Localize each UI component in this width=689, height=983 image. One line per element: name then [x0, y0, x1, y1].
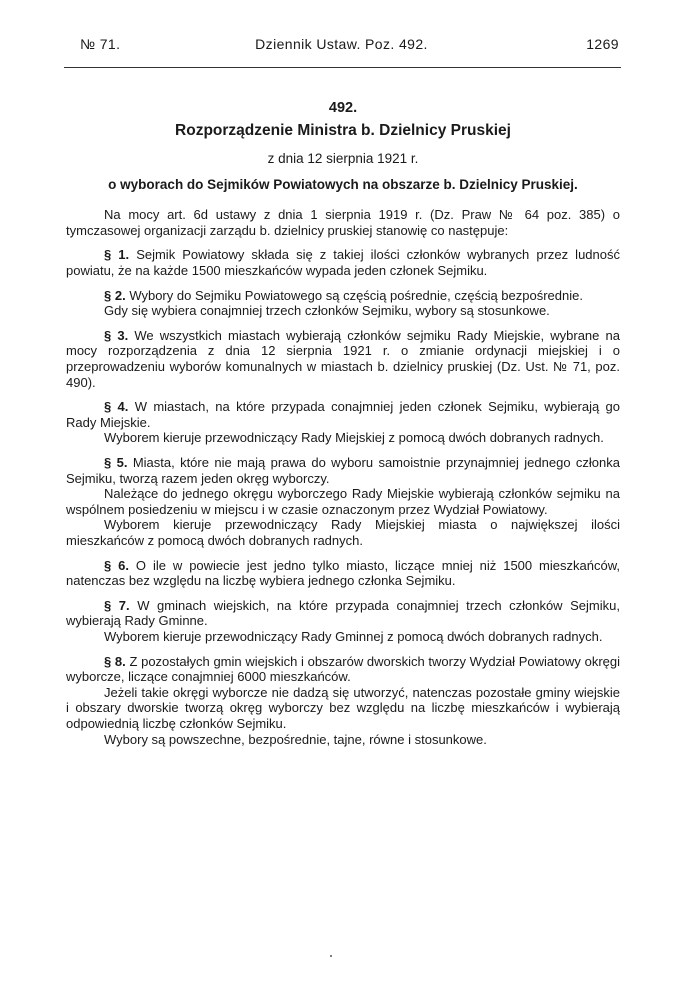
section-8-paragraph: [66, 685, 620, 732]
document-title: Rozporządzenie Ministra b. Dzielnicy Pruskiej: [175, 121, 511, 139]
document-body: [66, 101, 620, 747]
section-1: [66, 247, 620, 278]
section-5: [66, 455, 620, 486]
section-text: O ile w powiecie jest jedno tylko miasto, liczące mniej niż 1500 mieszkańców, natenczas bez względu na liczbę wybiera jednego członka Sejmiku.: [66, 557, 620, 589]
section-2-paragraph: [66, 303, 620, 319]
section-5-paragraph: [66, 486, 620, 517]
header-rule: [64, 67, 621, 68]
journal-title: Dziennik Ustaw. Poz. 492.: [255, 36, 428, 52]
document-subject: o wyborach do Sejmików Powiatowych na obszarze b. Dzielnicy Pruskiej.: [108, 176, 578, 192]
section-text: Sejmik Powiatowy składa się z takiej ilości członków wybranych przez ludność powiatu, że na każde 1500 mieszkańców wypada jeden członek Sejmiku.: [66, 247, 620, 279]
section-symbol: § 6.: [104, 557, 129, 573]
paragraph-text: Wyborem kieruje przewodniczący Rady Miejskiej z pomocą dwóch dobranych radnych.: [104, 430, 604, 446]
paragraph-text: Należące do jednego okręgu wyborczego Rady Miejskie wybierają członków sejmiku na wspólnem posiedzeniu w miejscu i w czasie oznaczonym przez Wydział Powiatowy.: [66, 486, 620, 517]
section-text: W gminach wiejskich, na które przypada conajmniej trzech członków Sejmiku, wybierają Rady Gminne.: [66, 597, 620, 629]
section-symbol: § 5.: [104, 455, 128, 470]
paragraph-text: Wyborem kieruje przewodniczący Rady Gminnej z pomocą dwóch dobranych radnych.: [104, 628, 603, 644]
preamble-text: Na mocy art. 6d ustawy z dnia 1 sierpnia 1919 r. (Dz. Praw № 64 poz. 385) o tymczasowej organizacji zarządu b. dzielnicy pruskiej stanowię co następuje:: [66, 207, 620, 238]
section-text: W miastach, na które przypada conajmniej jeden członek Sejmiku, wybierają go Rady Miejskie.: [66, 399, 620, 430]
section-symbol: § 8.: [104, 653, 126, 669]
section-text: Wybory do Sejmiku Powiatowego są częścią pośrednie, częścią bezpośrednie.: [129, 287, 583, 303]
section-symbol: § 4.: [104, 399, 129, 415]
section-symbol: § 2.: [104, 287, 126, 303]
paragraph-text: Wybory są powszechne, bezpośrednie, tajne, równe i stosunkowe.: [104, 731, 487, 747]
section-4-paragraph: [66, 430, 620, 446]
section-symbol: § 7.: [104, 597, 130, 613]
section-text: Miasta, które nie mają prawa do wyboru samoistnie przynajmniej jednego członka Sejmiku, tworzą razem jeden okręg wyborczy.: [66, 455, 620, 486]
print-speck: [330, 955, 332, 957]
paragraph-text: Gdy się wybiera conajmniej trzech członków Sejmiku, wybory są stosunkowe.: [104, 303, 550, 319]
page-number: 1269: [586, 36, 619, 52]
running-header: [64, 36, 619, 56]
preamble: [66, 207, 620, 238]
section-symbol: § 3.: [104, 327, 129, 343]
section-symbol: § 1.: [104, 247, 130, 263]
section-7-paragraph: [66, 629, 620, 645]
section-3: [66, 328, 620, 390]
document-date: z dnia 12 sierpnia 1921 r.: [267, 151, 419, 167]
section-2: [66, 288, 620, 304]
section-8-paragraph: [66, 732, 620, 748]
paragraph-text: Jeżeli takie okręgi wyborcze nie dadzą się utworzyć, natenczas pozostałe gminy wiejskie i obszary dworskie tworzą okręg wyborczy bez względu na liczbę mieszkańców i wybierają odpowiednią liczbę członków Sejmiku.: [66, 684, 620, 731]
section-text: Z pozostałych gmin wiejskich i obszarów dworskich tworzy Wydział Powiatowy okręgi wyborcze, liczące conajmniej 6000 mieszkańców.: [66, 653, 620, 685]
section-text: We wszystkich miastach wybierają członków sejmiku Rady Miejskie, wybrane na mocy rozporządzenia z dnia 12 sierpnia 1921 r. o zmianie ordynacji miejskiej i o przeprowadzeniu wyborów komunalnych w miastach b. dzielnicy pruskiej (Dz. Ust. № 71, poz. 490).: [66, 327, 620, 390]
issue-number: № 71.: [80, 36, 121, 52]
section-4: [66, 399, 620, 430]
position-number: 492.: [328, 100, 358, 116]
section-8: [66, 654, 620, 685]
section-5-paragraph: [66, 517, 620, 548]
section-6: [66, 558, 620, 589]
section-7: [66, 598, 620, 629]
paragraph-text: Wyborem kieruje przewodniczący Rady Miejskiej miasta o największej ilości mieszkańców z pomocą dwóch dobranych radnych.: [66, 517, 620, 548]
